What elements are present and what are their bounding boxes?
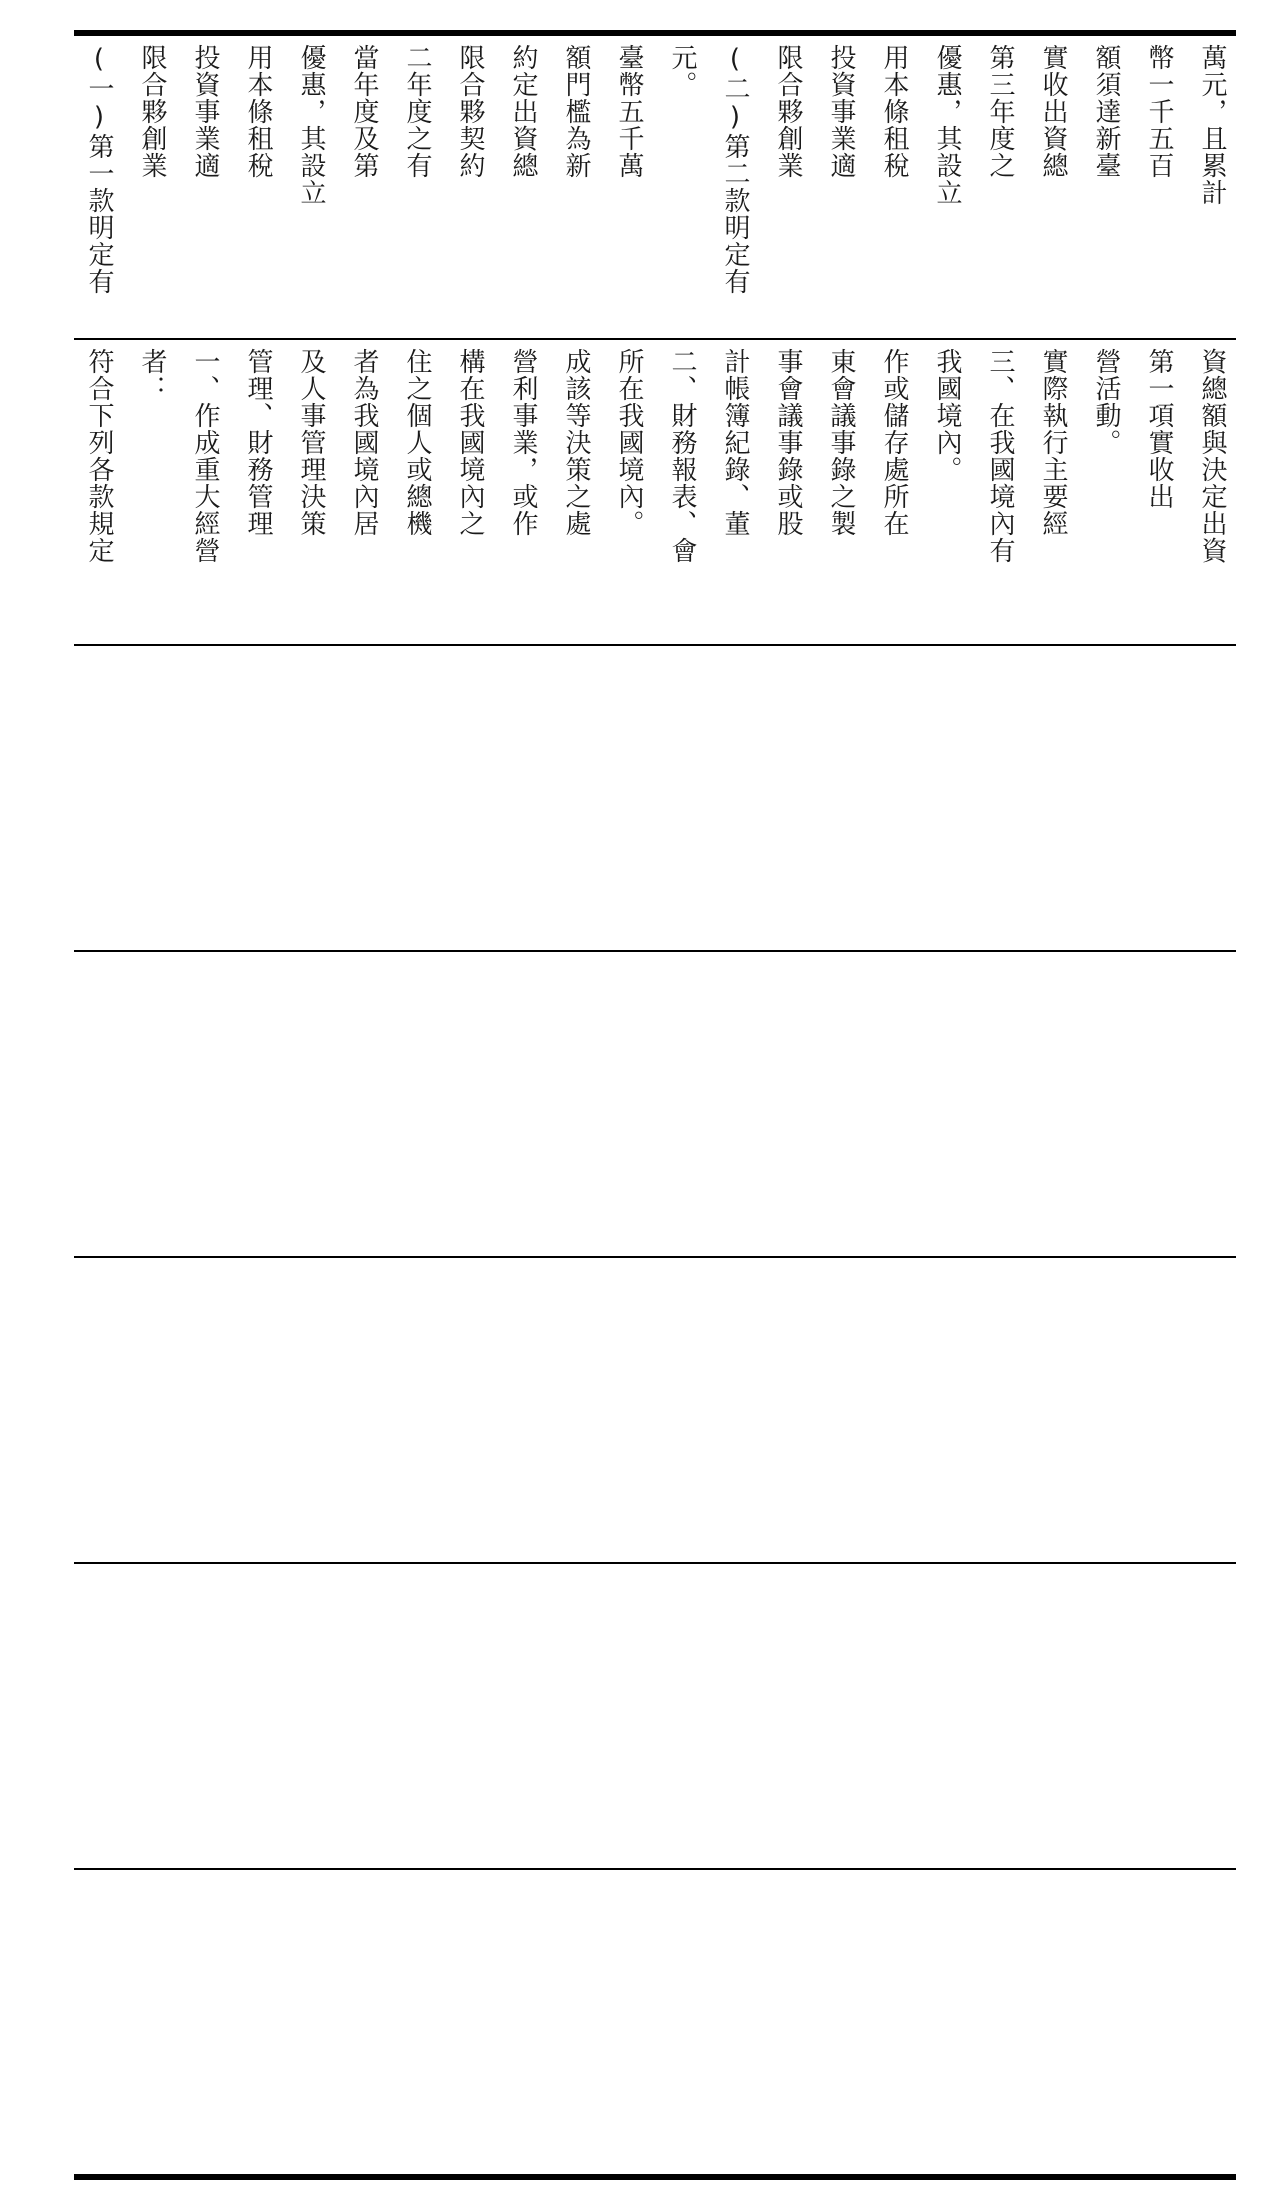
vertical-text-column: (一)第一款明定有 bbox=[84, 44, 114, 295]
vertical-text-column: 用本條租稅 bbox=[243, 44, 273, 179]
vertical-text-column: 投資事業適 bbox=[190, 44, 220, 179]
bottom-rule bbox=[74, 2174, 1236, 2180]
vertical-text-column: 幣一千五百 bbox=[1144, 44, 1174, 179]
vertical-text-column: 當年度及第 bbox=[349, 44, 379, 179]
empty-row-3 bbox=[74, 646, 1236, 950]
vertical-text-column: 計帳簿紀錄、董 bbox=[720, 348, 750, 537]
vertical-text-column: 者為我國境內居 bbox=[349, 348, 379, 537]
empty-row-4 bbox=[74, 952, 1236, 1256]
vertical-text-column: (二)第二款明定有 bbox=[720, 44, 750, 295]
vertical-text-column: 管理、財務管理 bbox=[243, 348, 273, 537]
vertical-text-column: 臺幣五千萬 bbox=[614, 44, 644, 179]
vertical-text-column: 我國境內。 bbox=[932, 348, 962, 483]
vertical-text-column: 實際執行主要經 bbox=[1038, 348, 1068, 537]
vertical-text-column: 者： bbox=[137, 348, 167, 402]
vertical-text-column: 符合下列各款規定 bbox=[84, 348, 114, 564]
vertical-text-column: 約定出資總 bbox=[508, 44, 538, 179]
vertical-text-column: 二、財務報表、會 bbox=[667, 348, 697, 564]
vertical-text-column: 所在我國境內。 bbox=[614, 348, 644, 537]
vertical-text-column: 三、在我國境內有 bbox=[985, 348, 1015, 564]
vertical-text-column: 構在我國境內之 bbox=[455, 348, 485, 537]
vertical-text-column: 二年度之有 bbox=[402, 44, 432, 179]
vertical-text-column: 第三年度之 bbox=[985, 44, 1015, 179]
empty-row-5 bbox=[74, 1258, 1236, 1562]
vertical-text-column: 東會議事錄之製 bbox=[826, 348, 856, 537]
text-row-2 bbox=[74, 340, 1236, 644]
vertical-text-column: 資總額與決定出資 bbox=[1197, 348, 1227, 564]
vertical-text-column: 額須達新臺 bbox=[1091, 44, 1121, 179]
vertical-text-column: 元。 bbox=[667, 44, 697, 98]
row-divider bbox=[74, 1868, 1236, 1870]
empty-row-6 bbox=[74, 1564, 1236, 1868]
vertical-text-column: 作或儲存處所在 bbox=[879, 348, 909, 537]
vertical-text-column: 額門檻為新 bbox=[561, 44, 591, 179]
vertical-text-column: 萬元，且累計 bbox=[1197, 44, 1227, 206]
vertical-text-column: 及人事管理決策 bbox=[296, 348, 326, 537]
vertical-text-column: 優惠，其設立 bbox=[932, 44, 962, 206]
vertical-text-column: 事會議事錄或股 bbox=[773, 348, 803, 537]
vertical-text-column: 住之個人或總機 bbox=[402, 348, 432, 537]
vertical-text-column: 限合夥創業 bbox=[137, 44, 167, 179]
vertical-text-column: 成該等決策之處 bbox=[561, 348, 591, 537]
vertical-text-column: 營活動。 bbox=[1091, 348, 1121, 456]
vertical-text-column: 投資事業適 bbox=[826, 44, 856, 179]
vertical-text-column: 實收出資總 bbox=[1038, 44, 1068, 179]
vertical-text-column: 限合夥創業 bbox=[773, 44, 803, 179]
vertical-text-column: 用本條租稅 bbox=[879, 44, 909, 179]
text-row-1 bbox=[74, 36, 1236, 338]
vertical-text-column: 營利事業，或作 bbox=[508, 348, 538, 537]
vertical-text-column: 限合夥契約 bbox=[455, 44, 485, 179]
vertical-text-column: 優惠，其設立 bbox=[296, 44, 326, 206]
vertical-text-column: 第一項實收出 bbox=[1144, 348, 1174, 510]
vertical-text-column: 一、作成重大經營 bbox=[190, 348, 220, 564]
